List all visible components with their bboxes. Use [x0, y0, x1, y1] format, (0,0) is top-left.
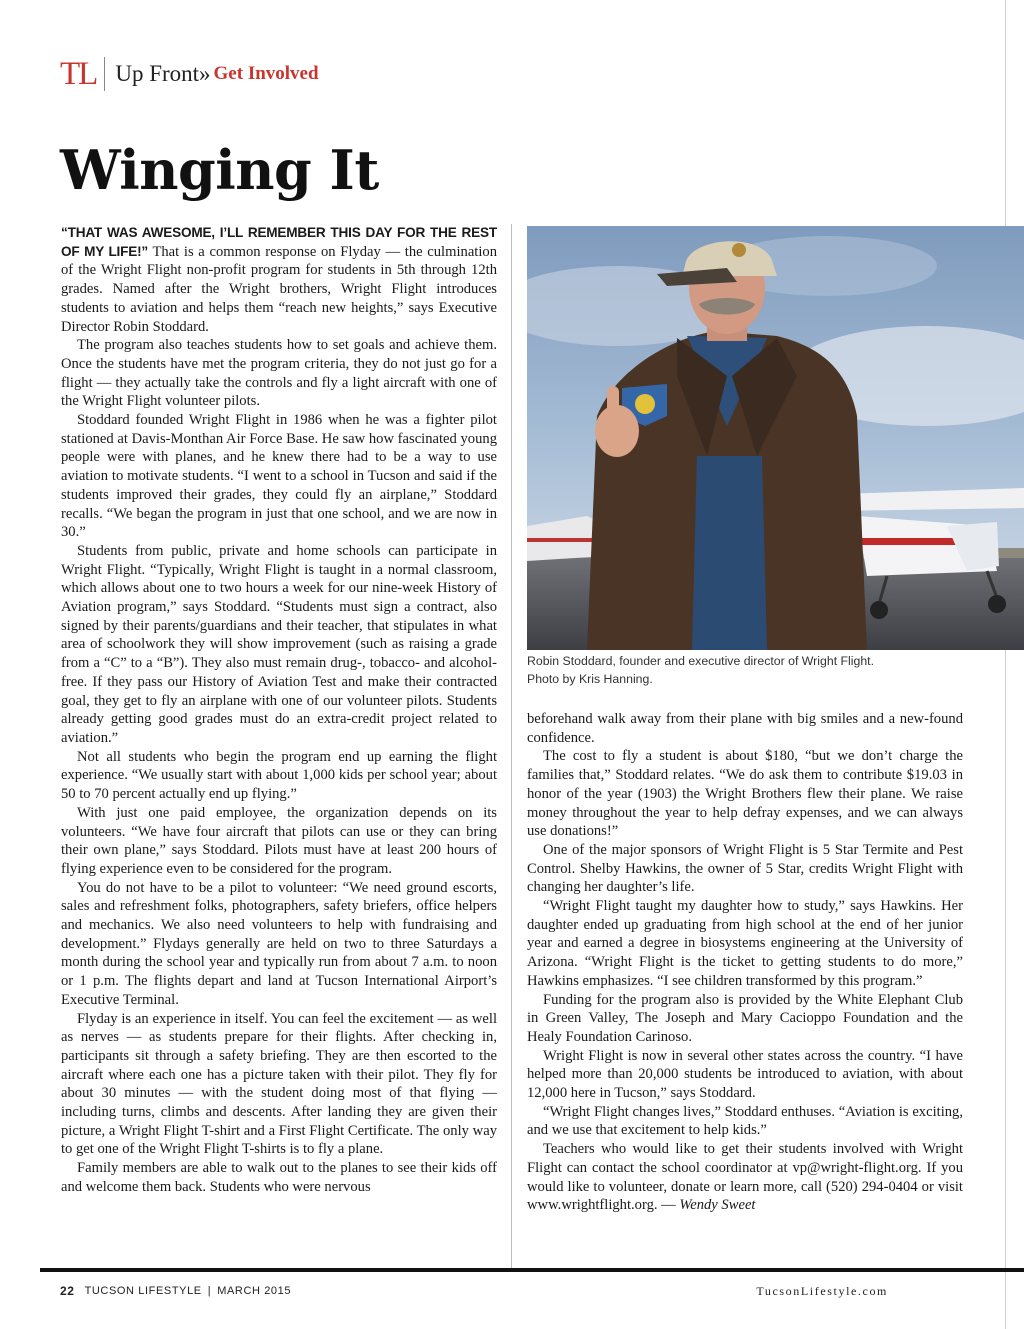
page-number: 22	[60, 1284, 75, 1298]
closing-text: Teachers who would like to get their students involved with Wright Flight can contact the school coordinator at vp@wright-flight.org. If you would like to volunteer, donate or learn more, call (520) 294-0404 or visit www.wrightflight.org. —	[527, 1141, 963, 1214]
header-divider	[104, 57, 105, 91]
footer-rule	[40, 1268, 1024, 1272]
lead-text: That is a common response on Flyday — the culmination of the Wright Flight non-profit program for students in 5th through 12th grades. Named after the Wright brothers, Wright Flight introduces students to aviation and helps them “reach new heights,” says Executive Director Robin Stoddard.	[61, 243, 497, 335]
body-paragraph: The program also teaches students how to set goals and achieve them. Once the students have met the program criteria, they do not just go for a flight — they actually take the controls and fly a light aircraft with one of the Wright Flight volunteer pilots.	[61, 337, 497, 410]
article-column-left	[61, 224, 497, 1197]
photo-credit: Photo by Kris Hanning.	[527, 672, 653, 686]
body-paragraph: “Wright Flight taught my daughter how to study,” says Hawkins. Her daughter ended up graduating from high school at the end of her junior year and earned a degree in biosystems engineering at the University of Arizona. “Wright Flight is the ticket to getting students to do more,” Hawkins emphasizes. “I see children transformed by this program.”	[527, 898, 963, 989]
body-paragraph: One of the major sponsors of Wright Flight is 5 Star Termite and Pest Control. Shelby Hawkins, the owner of 5 Star, credits Wright Flight with changing her daughter’s life.	[527, 841, 963, 896]
body-paragraph: The cost to fly a student is about $180, “but we don’t charge the families that,” Stoddard relates. “We do ask them to contribute $19.03 in honor of the year (1903) the Wright Brothers flew their plane. We raise money throughout the year to help defray expenses, and we can always use donations!”	[527, 748, 963, 840]
body-paragraph: Flyday is an experience in itself. You can feel the excitement — as well as nerves — as students prepare for their flights. After checking in, participants sit through a safety briefing. They are then escorted to the aircraft where each one has a picture taken with their pilot. They fly for about 30 minutes — with the student doing most of that flying — including turns, climbs and descents. After landing they are given their picture, a Wright Flight T-shirt and a First Flight Certificate. The only way to get one of the Wright Flight T-shirts is to fly a plane.	[61, 1010, 497, 1158]
body-paragraph: Wright Flight is now in several other states across the country. “I have helped more than 20,000 students be introduced to aviation, with about 12,000 here in Tucson,” says Stoddard.	[527, 1047, 963, 1102]
article-photo	[527, 226, 1024, 650]
body-paragraph: Not all students who begin the program end up earning the flight experience. “We usually start with about 1,000 kids per school year; about 50 to 70 percent actually end up flying.”	[61, 748, 497, 803]
lead-paragraph	[61, 224, 497, 336]
footer-folio	[60, 1284, 291, 1298]
caption-text: Robin Stoddard, founder and executive director of Wright Flight.	[527, 654, 875, 668]
issue-date: MARCH 2015	[217, 1285, 292, 1297]
article-title: Winging It	[60, 138, 379, 202]
body-paragraph: Family members are able to walk out to the planes to see their kids off and welcome them back. Students who were nervous	[61, 1160, 497, 1195]
footer-website: TucsonLifestyle.com	[756, 1284, 888, 1298]
folio-separator: |	[207, 1285, 212, 1297]
body-paragraph: Stoddard founded Wright Flight in 1986 when he was a fighter pilot stationed at Davis-Monthan Air Force Base. He saw how fascinated young people were with planes, and he knew there had to be a way to use aviation to motivate students. “I went to a school in Tucson and said if the students improved their grades, they could fly an airplane,” Stoddard recalls. “We began the program in just that one school, and we are now in 30.”	[61, 412, 497, 541]
body-paragraph: You do not have to be a pilot to volunteer: “We need ground escorts, sales and refreshment folks, photographers, safety briefers, office helpers and mechanics. We also need volunteers to help with fundraising and development.” Flydays generally are held on two to three Saturdays a month during the school year and typically run from about 7 a.m. to noon or 1 p.m. The flights depart and land at Tucson International Airport’s Executive Terminal.	[61, 879, 497, 1008]
publication-name: TUCSON LIFESTYLE	[84, 1285, 202, 1297]
page-edge-rule	[1005, 0, 1006, 1329]
body-paragraph: “Wright Flight changes lives,” Stoddard enthuses. “Aviation is exciting, and we use that excitement to help kids.”	[527, 1103, 963, 1139]
section-header	[60, 56, 319, 92]
body-paragraph: With just one paid employee, the organization depends on its volunteers. “We have four aircraft that pilots can use or they can bring their own plane,” says Stoddard. Pilots must have at least 200 hours of flying experience even to be considered for the program.	[61, 804, 497, 877]
closing-paragraph	[527, 1140, 963, 1215]
photo-illustration	[527, 226, 1024, 650]
column-divider	[511, 224, 512, 1268]
photo-caption	[527, 652, 997, 688]
author-byline: Wendy Sweet	[679, 1197, 756, 1214]
section-label: Up Front»	[115, 61, 211, 86]
magazine-logo: TL	[60, 55, 97, 92]
lead-quote: “THAT WAS AWESOME, I’LL REMEMBER THIS DAY FOR THE REST OF MY LIFE!”	[61, 225, 497, 259]
body-paragraph: Funding for the program also is provided by the White Elephant Club in Green Valley, The Joseph and Mary Cacioppo Foundation and the Healy Foundation Carinoso.	[527, 991, 963, 1045]
body-paragraph: beforehand walk away from their plane with big smiles and a new-found confidence.	[527, 711, 963, 746]
subsection-label: Get Involved	[213, 63, 319, 84]
body-paragraph: Students from public, private and home schools can participate in Wright Flight. “Typically, Wright Flight is taught in a normal classroom, which allows about one to two hours a week for our nine-week History of Aviation program,” says Stoddard. “Students must sign a contract, also signed by their parents/guardians and their teacher, that stipulates in what area of schoolwork they will show improvement (such as raising a grade from a “C” to a “B”). They also must remain drug-, tobacco- and alcohol-free. If they pass our History of Aviation Test and make their contracted goal, they get to fly an airplane with one of our volunteer pilots. Students already getting good grades must do an extra-credit project related to aviation.”	[61, 542, 497, 746]
article-column-right	[527, 710, 963, 1215]
